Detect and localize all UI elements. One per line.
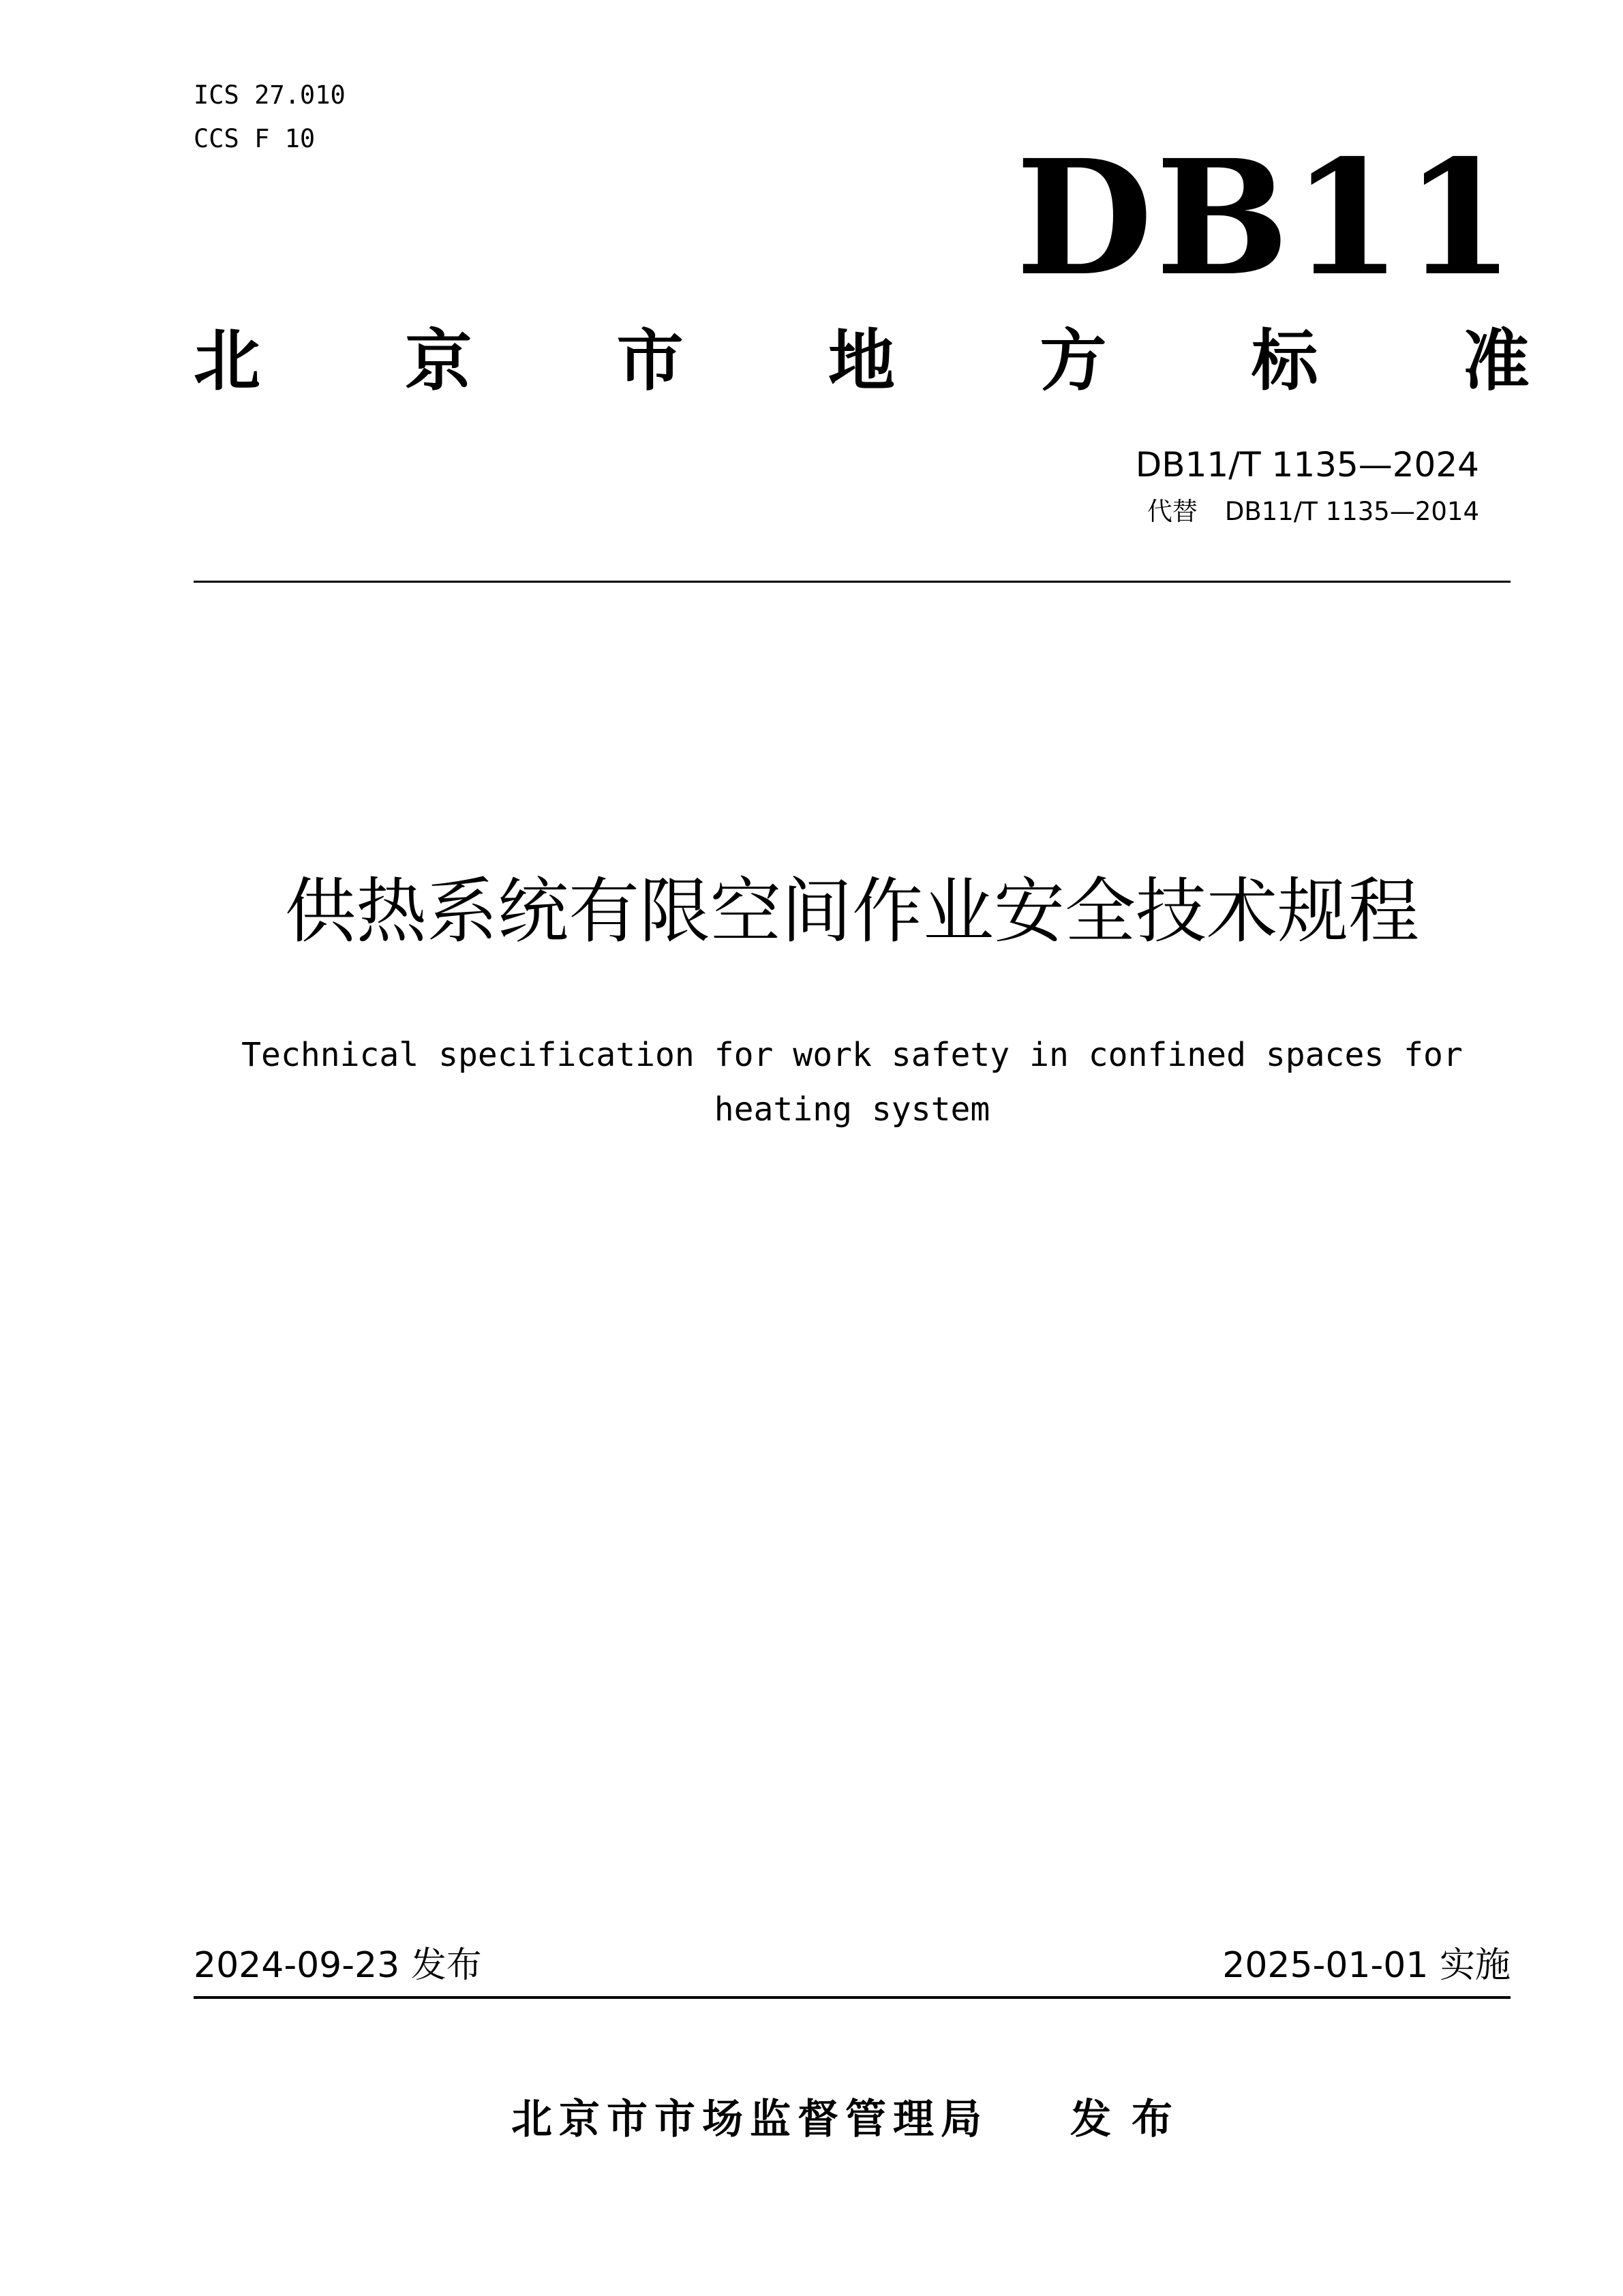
replaces-number: DB11/T 1135—2014 <box>1224 497 1479 526</box>
replaces-label: 代替 <box>1147 497 1198 526</box>
standard-type-char: 市 <box>616 322 684 400</box>
standard-type-char: 地 <box>828 322 895 400</box>
standard-type-heading <box>194 320 1530 402</box>
publish-date: 2024-09-23 发布 <box>194 1945 482 1986</box>
english-title-line: heating system <box>714 1090 990 1129</box>
standard-type-char: 准 <box>1462 322 1530 400</box>
chinese-title: 供热系统有限空间作业安全技术规程 <box>284 870 1419 953</box>
implement-date: 2025-01-01 实施 <box>1222 1945 1511 1986</box>
english-title <box>194 1028 1511 1137</box>
issuer-name: 北京市市场监督管理局 <box>511 2096 988 2143</box>
issue-label: 发布 <box>1070 2096 1193 2143</box>
db11-logo: DB11 <box>1016 125 1518 311</box>
date-divider <box>194 1996 1511 1999</box>
ics-code: ICS 27.010 <box>194 80 346 110</box>
standard-number: DB11/T 1135—2024 <box>1135 445 1479 485</box>
header-divider <box>194 581 1511 583</box>
standard-type-char: 方 <box>1040 322 1107 400</box>
english-title-line: Technical specification for work safety in confined spaces for <box>241 1036 1463 1074</box>
standard-type-char: 标 <box>1251 322 1318 400</box>
issuer-line <box>194 2094 1511 2145</box>
ccs-code: CCS F 10 <box>194 124 316 153</box>
standard-type-char: 京 <box>405 322 472 400</box>
replaces-line <box>954 496 1479 527</box>
standard-type-char: 北 <box>194 322 261 400</box>
